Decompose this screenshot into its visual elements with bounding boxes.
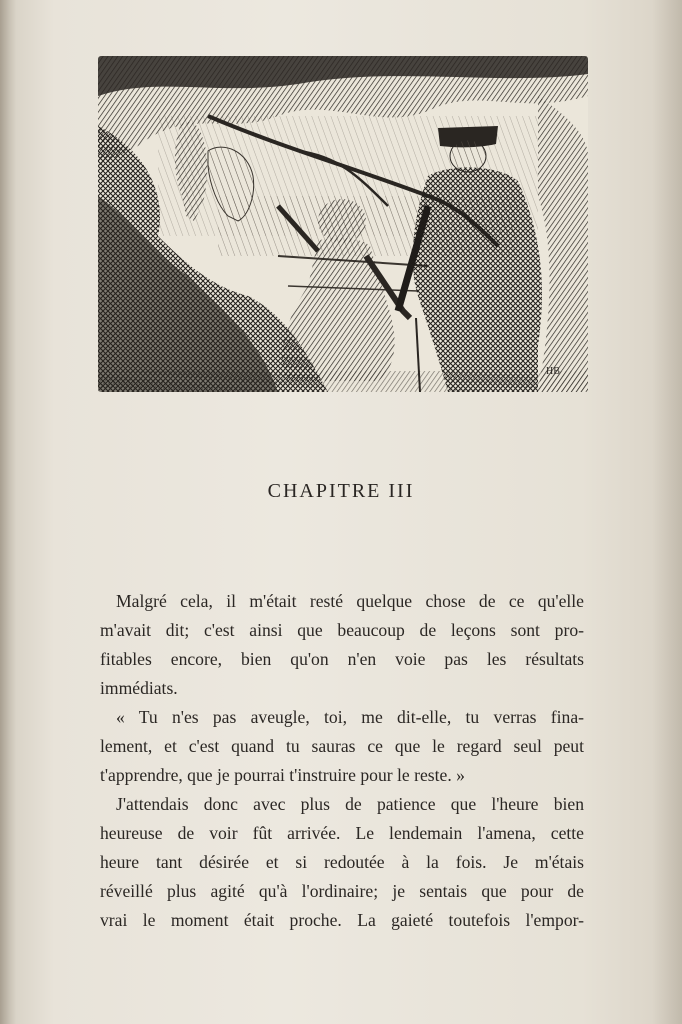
chapter-text xyxy=(100,587,584,935)
engraving-drawing xyxy=(98,56,588,392)
text-line: Malgré cela, il m'était resté quelque chose de ce qu'elle xyxy=(116,591,584,611)
text-line: heure tant désirée et si redoutée à la fois. Je m'étais xyxy=(100,852,584,872)
text-line: fitables encore, bien qu'on n'en voie pas les résultats xyxy=(100,649,584,669)
chapter-title: CHAPITRE III xyxy=(267,480,415,502)
text-line: t'apprendre, que je pourrai t'instruire pour le reste. » xyxy=(100,765,465,785)
text-line: vrai le moment était proche. La gaieté toutefois l'empor- xyxy=(100,910,584,930)
text-line: lement, et c'est quand tu sauras ce que le regard seul peut xyxy=(100,736,584,756)
text-line: réveillé plus agité qu'à l'ordinaire; je sentais que pour de xyxy=(100,881,584,901)
text-line: J'attendais donc avec plus de patience que l'heure bien xyxy=(116,794,584,814)
book-gutter xyxy=(0,0,16,1024)
illustration-signature: HB xyxy=(546,366,560,377)
engraving-illustration xyxy=(98,56,588,392)
text-line: « Tu n'es pas aveugle, toi, me dit-elle, tu verras fina- xyxy=(116,707,584,727)
text-line: immédiats. xyxy=(100,678,178,698)
page-edge-shadow xyxy=(652,0,682,1024)
text-line: m'avait dit; c'est ainsi que beaucoup de leçons sont pro- xyxy=(100,620,584,640)
text-line: heureuse de voir fût arrivée. Le lendemain l'amena, cette xyxy=(100,823,584,843)
